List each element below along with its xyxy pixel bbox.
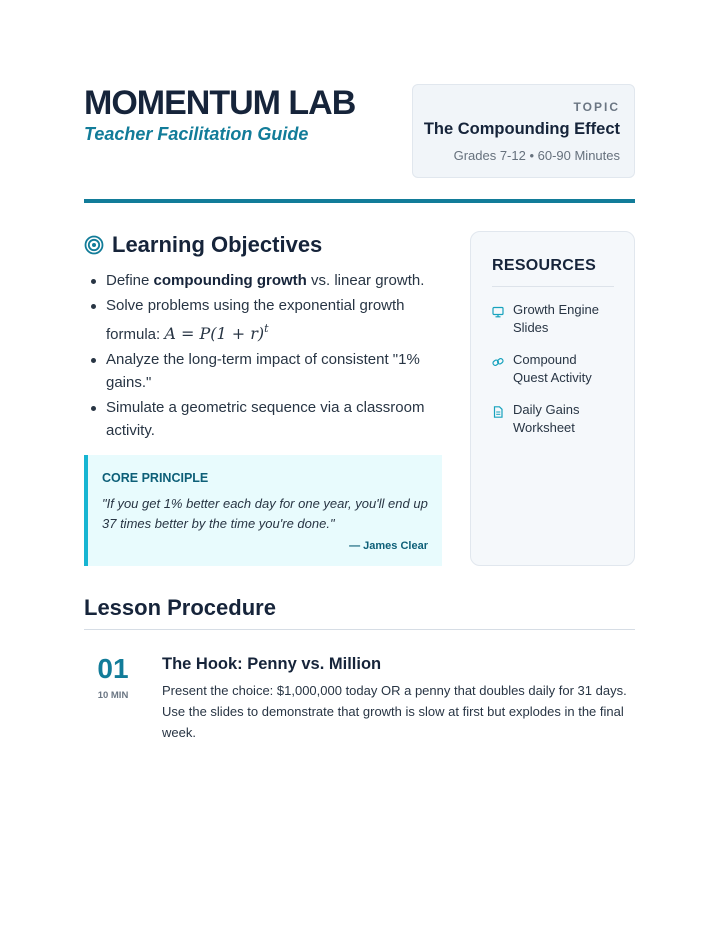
objective-item: Solve problems using the exponential growth formula: $A = P(1 + r)^t$ [88,294,438,346]
topic-card [412,84,635,178]
target-icon [84,235,104,255]
resource-label: Daily Gains Worksheet [513,402,580,435]
resource-growth-engine-slides[interactable] [492,301,614,337]
document-icon [492,406,504,418]
objectives-heading [84,230,322,260]
core-principle-label: CORE PRINCIPLE [102,471,209,485]
step-title: The Hook: Penny vs. Million [162,655,382,673]
core-principle-author: — James Clear [349,540,428,552]
header-divider [84,199,635,203]
objectives-title: Learning Objectives [112,232,323,257]
resource-daily-gains-worksheet[interactable] [492,401,614,437]
link-icon [492,356,504,368]
resource-compound-quest-activity[interactable] [492,351,614,387]
step-description: Present the choice: $1,000,000 today OR a penny that doubles daily for 31 days. Use the slides to demonstrate that growth is slow at first but explodes in the final week. [162,683,627,740]
procedure-title: Lesson Procedure [84,595,276,620]
core-principle-callout [84,455,442,566]
step-duration: 10 MIN [97,690,129,701]
monitor-icon [492,306,504,318]
topic-meta: Grades 7-12 • 60-90 Minutes [453,148,620,163]
objectives-list [88,269,438,444]
brand-block [84,84,355,146]
brand-subtitle: Teacher Facilitation Guide [84,124,309,144]
objective-item: Simulate a geometric sequence via a classroom activity. [88,396,438,442]
topic-label: TOPIC [573,100,620,114]
resource-label: Compound Quest Activity [513,352,592,385]
resources-title: RESOURCES [492,256,614,287]
topic-title: The Compounding Effect [423,120,620,138]
core-principle-quote: "If you get 1% better each day for one year, you'll end up 37 times better by the time you're done." [102,496,428,531]
objective-item: Analyze the long-term impact of consistent "1% gains." [88,348,438,394]
brand-title: MOMENTUM LAB [84,84,356,122]
growth-formula: $A = P(1 + r)^t$ [164,322,269,343]
objective-item: Define compounding growth vs. linear growth. [88,269,438,292]
procedure-divider [84,629,635,630]
resource-label: Growth Engine Slides [513,302,599,335]
step-number: 01 [97,653,129,684]
resources-panel [470,231,635,566]
